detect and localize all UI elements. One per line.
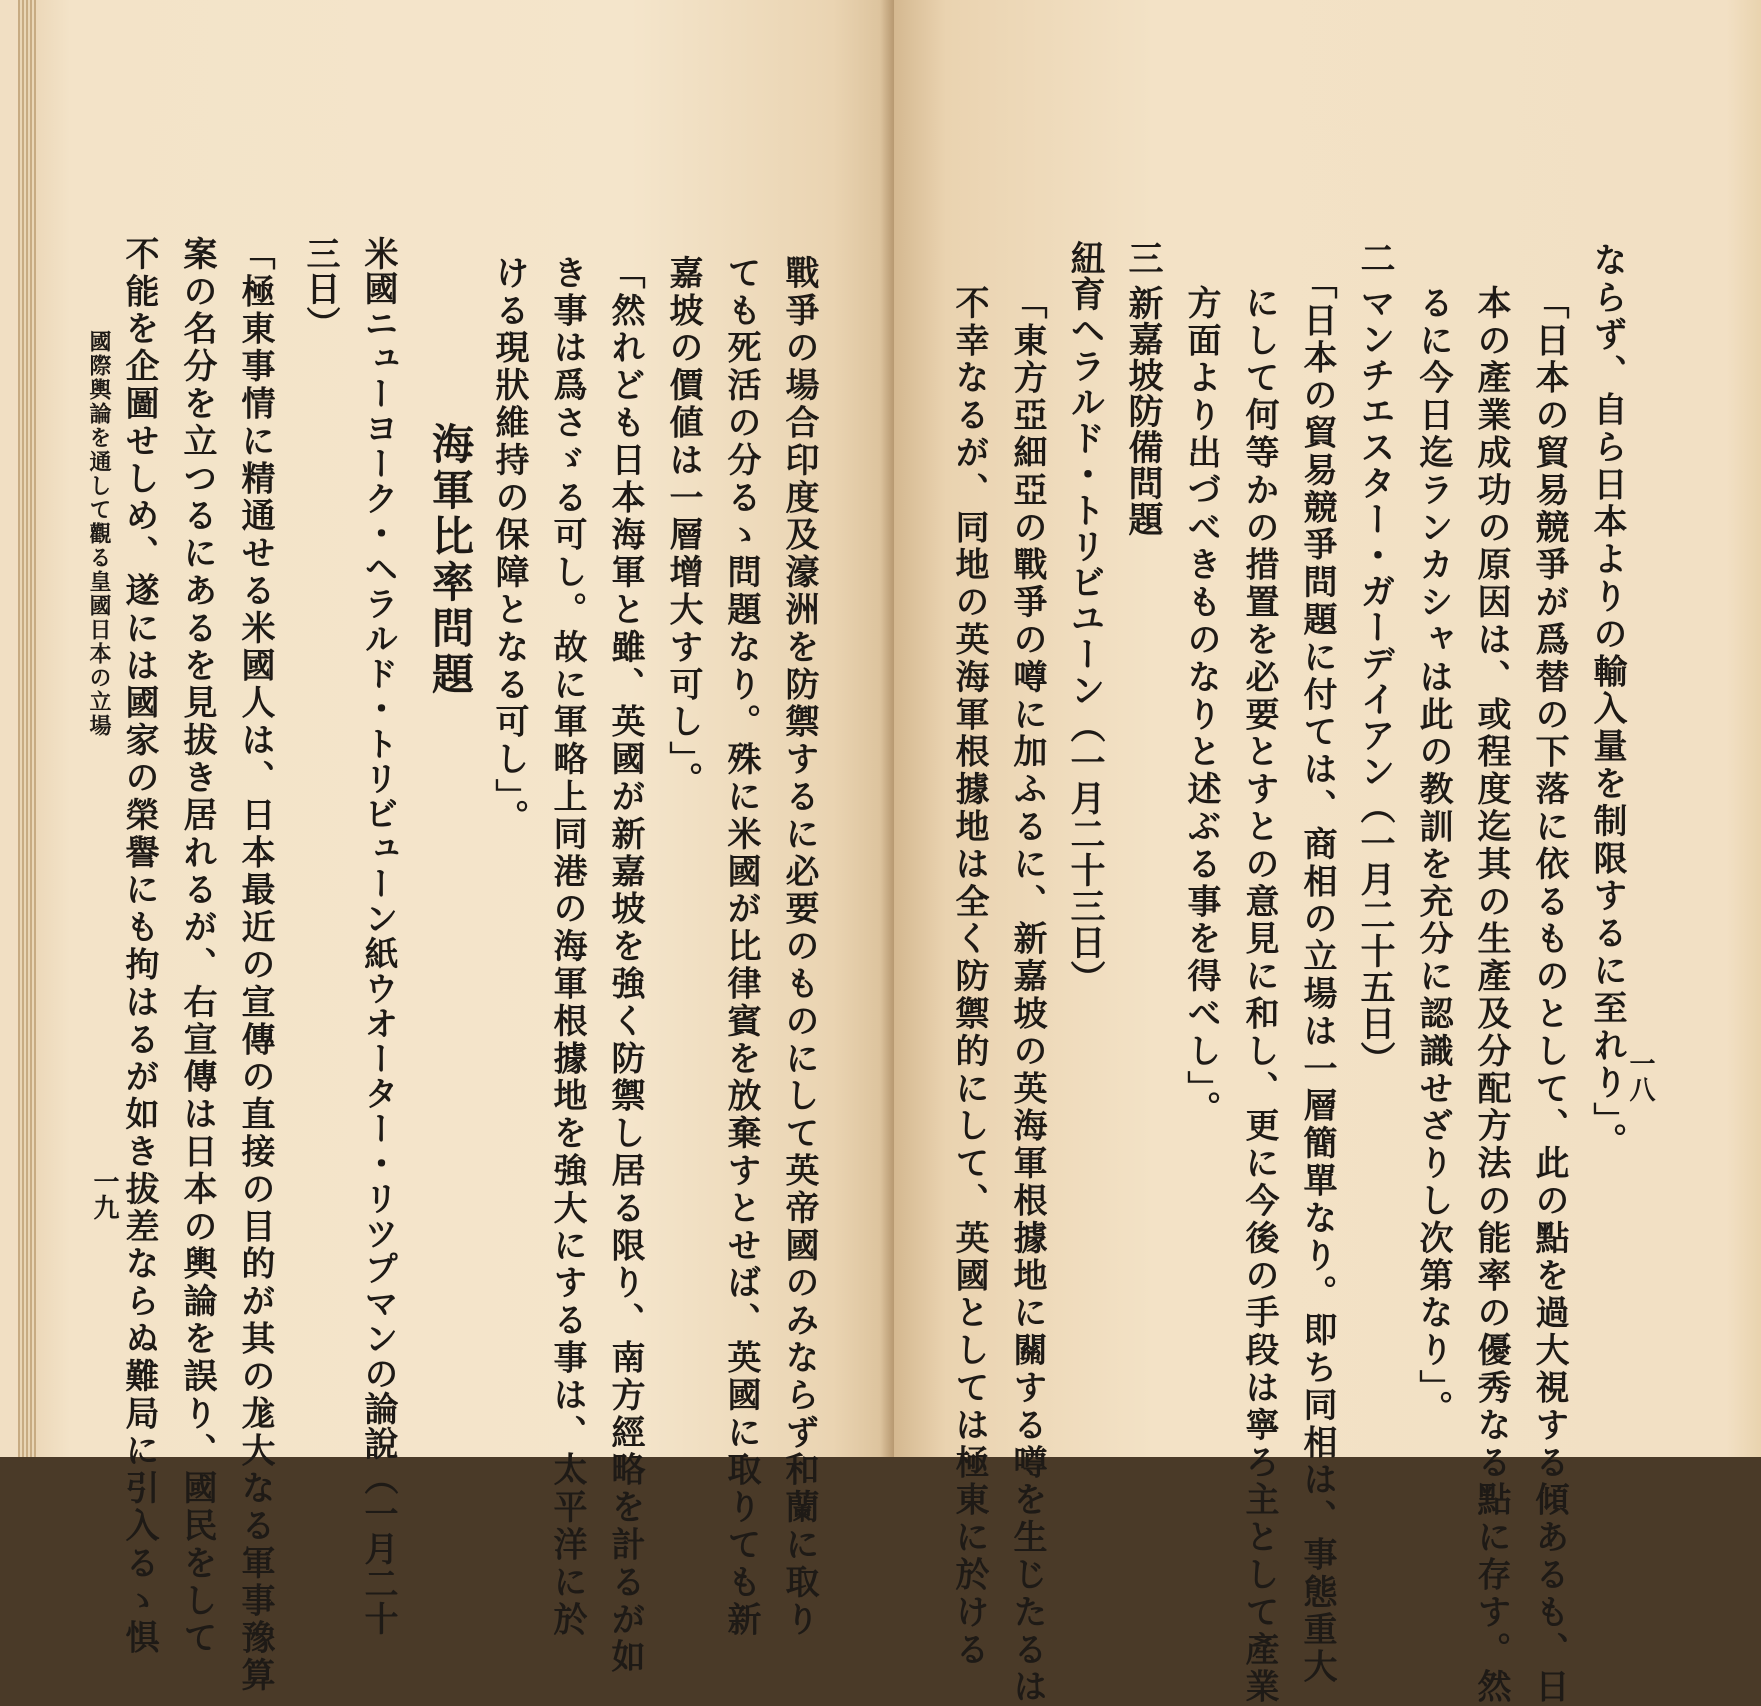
text-column: き事は爲さゞる可し。故に軍略上同港の海軍根據地を強大にする事は、太平洋に於 <box>547 255 587 1639</box>
text-column: 案の名分を立つるにあるを見拔き居れるが、右宣傳は日本の輿論を誤り、國民をして <box>177 236 217 1658</box>
text-column: 「日本の貿易競爭問題に付ては、商相の立場は一層簡單なり。即ち同相は、事態重大 <box>1297 265 1337 1687</box>
heading-two: マンチエスター・ガーデイアン（一月二十五日） <box>1355 285 1396 1077</box>
page-edge <box>18 0 36 1457</box>
text-column: 「然れども日本海軍と雖、英國が新嘉坡を強く防禦し居る限り、南方經略を計るが如 <box>605 255 645 1677</box>
text-column: ならず、自ら日本よりの輸入量を制限するに至れり」。 <box>1587 242 1627 1160</box>
running-head: 國際輿論を通して觀る皇國日本の立場 <box>86 330 112 738</box>
text-column: 不幸なるが、同地の英海軍根據地は全く防禦的にして、英國としては極東に於ける <box>949 285 989 1669</box>
text-column: にして何等かの措置を必要とすとの意見に和し、更に今後の手段は寧ろ主として產業 <box>1239 285 1279 1706</box>
text-column: 「極東事情に精通せる米國人は、日本最近の宣傳の直接の目的が其の尨大なる軍事豫算 <box>235 236 275 1695</box>
sub-title-continued: 三日） <box>300 236 340 341</box>
text-column: ける現狀維持の保障となる可し」。 <box>489 255 529 837</box>
page-number: 一八 <box>1625 1050 1655 1102</box>
text-column: 本の產業成功の原因は、或程度迄其の生產及分配方法の能率の優秀なる點に存す。然 <box>1471 285 1511 1706</box>
text-column: 戰爭の場合印度及濠洲を防禦するに必要のものにして英帝國のみならず和蘭に取り <box>779 255 819 1639</box>
heading-three: 新嘉坡防備問題 <box>1123 285 1164 537</box>
sub-heading: 紐育ヘラルド・トリビユーン（一月二十三日） <box>1065 240 1106 996</box>
heading-three-number: 三 <box>1123 240 1164 276</box>
text-column: 「東方亞細亞の戰爭の噂に加ふるに、新嘉坡の英海軍根據地に關する噂を生じたるは <box>1007 285 1047 1706</box>
text-column: ても死活の分るゝ問題なり。殊に米國が比律賓を放棄すとせば、英國に取りても新 <box>721 255 761 1639</box>
sub-title: 米國ニューヨーク・ヘラルド・トリビューン紙ウオーター・リツプマンの論說（一月二十 <box>358 236 398 1636</box>
heading-two-number: 二 <box>1355 240 1396 276</box>
text-column: 嘉坡の價値は一層增大す可し」。 <box>663 255 703 799</box>
right-page <box>894 0 1761 1706</box>
section-title: 海軍比率問題 <box>426 422 475 698</box>
left-page <box>18 0 894 1695</box>
text-column: 方面より出づべきものなりと述ぶる事を得べし」。 <box>1181 285 1221 1129</box>
text-column: 「日本の貿易競爭が爲替の下落に依るものとして、此の點を過大視する傾あるも、日 <box>1529 285 1569 1706</box>
text-column: るに今日迄ランカシャは此の教訓を充分に認識せざりし次第なり」。 <box>1413 285 1453 1428</box>
text-column: 不能を企圖せしめ、遂には國家の榮譽にも拘はるが如き拔差ならぬ難局に引入るゝ惧 <box>119 236 159 1658</box>
page-number: 一九 <box>89 1168 119 1220</box>
